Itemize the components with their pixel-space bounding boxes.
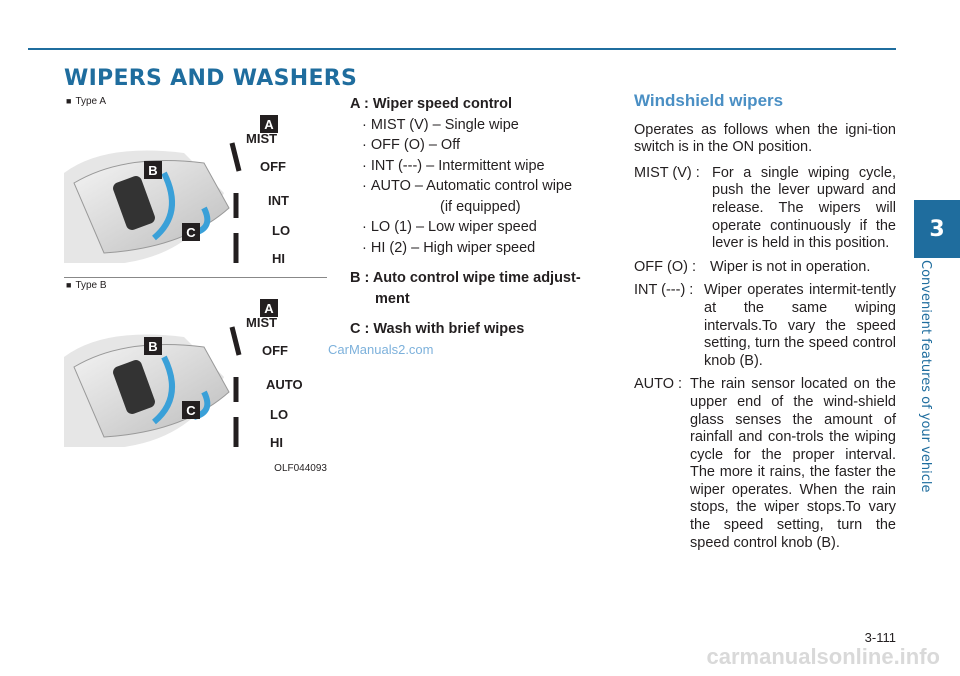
intro-paragraph: Operates as follows when the igni-tion switch is in the ON position. [634,121,896,156]
watermark: CarManuals2.com [328,342,434,357]
position-label: AUTO [266,377,303,392]
position-label: OFF [262,343,288,358]
position-label: OFF [260,159,286,174]
callout-b: B [148,163,158,178]
list-item-continuation: (if equipped) [440,198,521,215]
mode-entry: MIST (V) : For a single wiping cycle, push the lever upward and release. The wipers will operate continuously if the lever is held in this position. [634,164,896,252]
position-label: MIST [246,315,278,330]
section-title: WIPERS AND WASHERS [64,66,358,91]
control-c-heading: C : Wash with brief wipes [350,321,525,337]
callout-c: C [186,403,196,418]
position-label: INT [268,193,289,208]
figure-caption: ■ Type A [66,96,107,107]
control-a-heading: A : Wiper speed control [350,96,513,112]
figure-divider [64,277,327,278]
list-item: · OFF (O) – Off [362,137,460,153]
chapter-side-label: Convenient features of your vehicle [918,260,933,493]
mode-entry: AUTO : The rain sensor located on the upper end of the wind-shield glass senses the amount of rainfall and con-trols the wiping cycle for the proper interval. The more it rains, the faster the wiper operates. When the rain stops, the wiper stops.To vary the speed setting, turn the speed control knob (B). [634,376,896,551]
list-item: · AUTO – Automatic control wipe [362,178,573,194]
position-label: LO [270,407,289,422]
figure-code: OLF044093 [274,463,327,474]
position-label: MIST [246,131,278,146]
mode-entry: OFF (O) : Wiper is not in operation. [634,258,871,275]
list-item: · INT (---) – Intermittent wipe [362,157,545,174]
mode-entry: INT (---) : Wiper operates intermit-tently at the same wiping intervals.To vary the speed setting, turn the speed control knob (B). [634,282,896,369]
callout-a: A [264,117,274,132]
callout-c: C [186,225,196,240]
control-b-heading-cont: ment [375,290,410,307]
position-label: HI [272,251,285,266]
figure-caption: ■ Type B [66,280,107,291]
windshield-wipers-section [634,92,896,558]
callout-a: A [264,301,274,316]
page-number: 3-111 [864,630,896,645]
figure-type-a [64,96,327,273]
control-b-heading: B : Auto control wipe time adjust- [350,270,581,286]
callout-b: B [148,339,158,354]
wiper-lever-illustration [64,297,327,474]
list-item: · MIST (V) – Single wipe [362,116,519,133]
chapter-tab: 3 [914,200,960,258]
list-item: · LO (1) – Low wiper speed [362,219,537,235]
position-label: HI [270,435,283,450]
wiper-lever-illustration [64,113,327,273]
subsection-title: Windshield wipers [634,91,784,110]
controls-list [350,94,608,340]
top-rule [28,48,896,50]
footer-watermark: carmanualsonline.info [706,644,940,669]
list-item: · HI (2) – High wiper speed [362,239,536,256]
position-label: LO [272,223,291,238]
figure-type-b [64,280,327,474]
